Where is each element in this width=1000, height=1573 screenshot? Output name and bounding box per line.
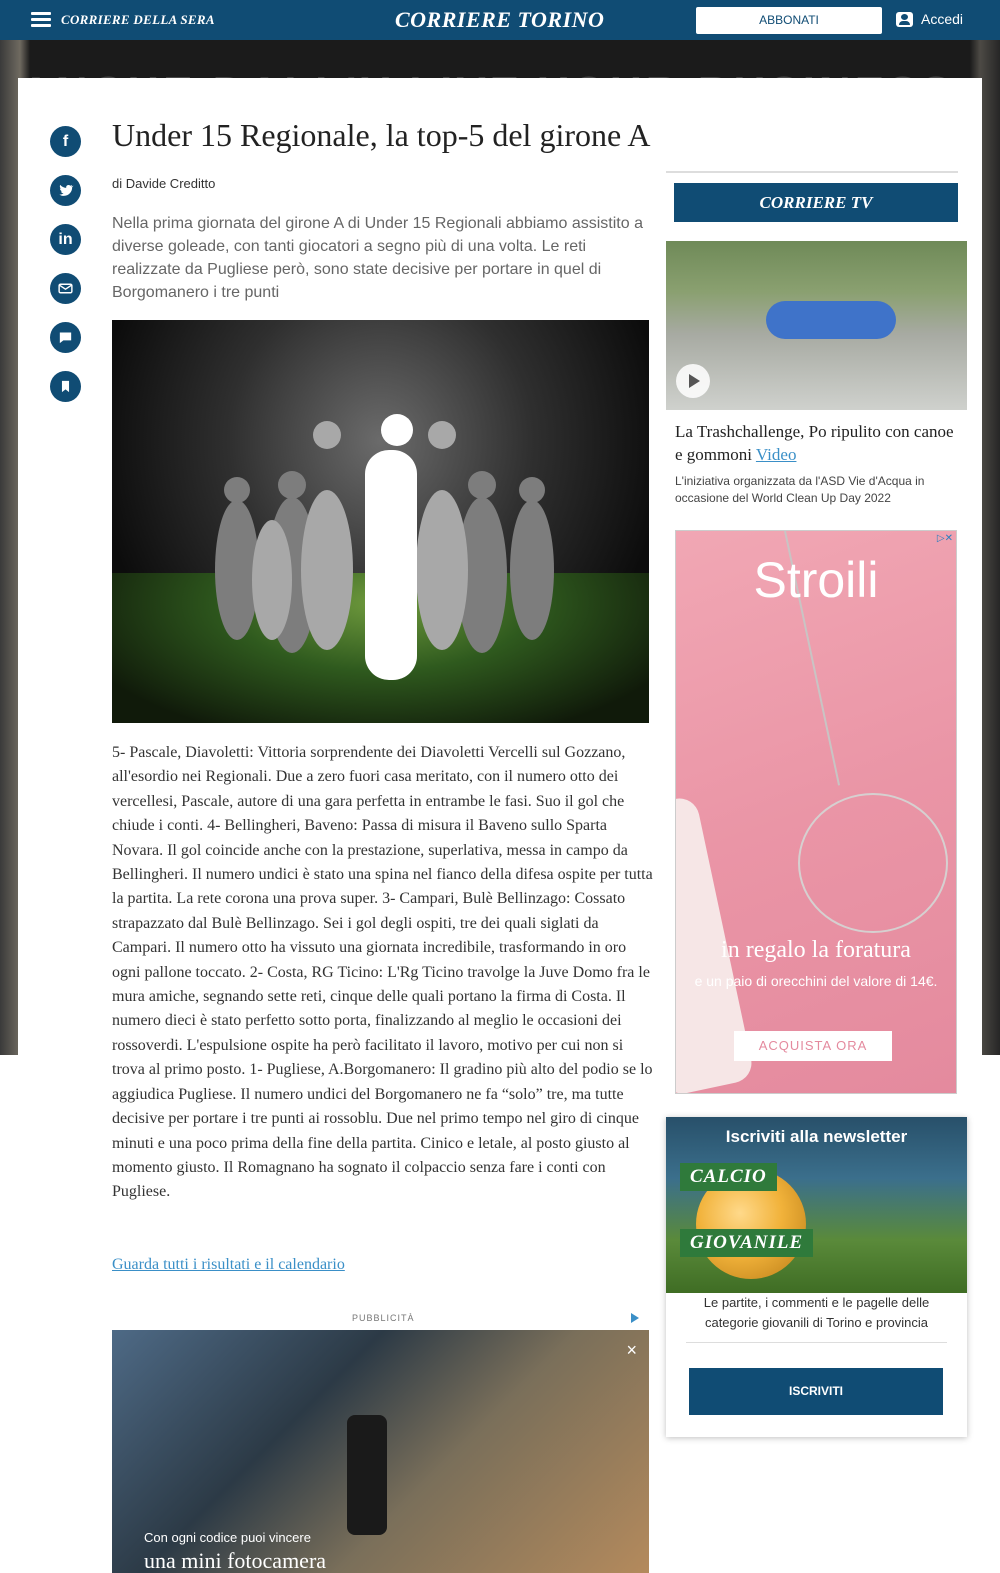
sidebar-divider — [666, 171, 958, 173]
advertising-label: PUBBLICITÀ — [352, 1313, 415, 1323]
newsletter-banner — [666, 1117, 967, 1293]
video-thumbnail[interactable] — [666, 241, 967, 410]
linkedin-glyph: in — [58, 230, 73, 248]
bookmark-ribbon-icon — [57, 378, 74, 395]
adchoices-icon[interactable] — [631, 1313, 641, 1323]
ribbon-giovanile: GIOVANILE — [680, 1229, 813, 1257]
comment-icon[interactable] — [50, 322, 81, 353]
adchoices-close-icon[interactable]: ▷✕ — [936, 533, 953, 544]
ad-small-text: Con ogni codice puoi vincere — [144, 1530, 311, 1545]
newsletter-description: Le partite, i commenti e le pagelle delle categorie giovanili di Torino e provincia — [703, 1295, 930, 1330]
social-share-column — [50, 126, 82, 420]
newsletter-heading: Iscriviti alla newsletter — [725, 1127, 908, 1146]
subscribe-newsletter-button[interactable]: ISCRIVITI — [689, 1368, 943, 1415]
corriere-torino-logo[interactable]: CORRIERE TORINO — [395, 7, 605, 32]
article-byline: di Davide Creditto — [112, 176, 216, 191]
ad-headline: in regalo la foratura — [721, 937, 911, 963]
article-title: Under 15 Regionale, la top-5 del girone A — [112, 117, 651, 153]
ad-subtext: e un paio di orecchini del valore di 14€. — [694, 973, 938, 989]
hamburger-menu-icon[interactable] — [31, 12, 51, 27]
corriere-tv-banner[interactable]: CORRIERE TV — [674, 183, 958, 222]
video-title[interactable] — [675, 420, 960, 466]
email-icon[interactable] — [50, 273, 81, 304]
twitter-icon[interactable] — [50, 175, 81, 206]
bookmark-icon[interactable] — [50, 371, 81, 402]
article-hero-image — [112, 320, 649, 723]
bracelet-image — [798, 793, 948, 933]
newsletter-box — [666, 1117, 967, 1437]
sidebar-advertisement[interactable] — [675, 530, 957, 1094]
ribbon-calcio: CALCIO — [680, 1163, 777, 1191]
newsletter-divider — [686, 1342, 947, 1343]
play-icon[interactable] — [676, 364, 710, 398]
facebook-glyph: f — [62, 132, 69, 150]
user-icon — [896, 12, 913, 27]
video-title-text: La Trashchallenge, Po ripulito con canoe e gommoni — [675, 422, 954, 464]
linkedin-icon[interactable] — [50, 224, 81, 255]
subscribe-button[interactable]: ABBONATI — [696, 7, 882, 34]
buy-now-button[interactable]: ACQUISTA ORA — [734, 1031, 892, 1061]
video-link[interactable]: Video — [755, 445, 797, 464]
video-description: L'iniziativa organizzata da l'ASD Vie d'Acqua in occasione del World Clean Up Day 2022 — [675, 474, 925, 505]
top-navigation-bar — [0, 0, 1000, 40]
close-ad-icon[interactable]: × — [626, 1340, 637, 1360]
camera-image — [347, 1415, 387, 1535]
envelope-icon — [57, 280, 74, 297]
speech-bubble-icon — [57, 329, 74, 346]
facebook-icon[interactable] — [50, 126, 81, 157]
article-summary: Nella prima giornata del girone A di Under 15 Regionali abbiamo assistito a diverse goleade, con tanti giocatori a segno più di una volta. Le reti realizzate da Pugliese però, sono state decisive per portare in quel di Borgomanero i tre punti — [112, 215, 643, 301]
raft-image — [766, 301, 896, 339]
login-label: Accedi — [921, 11, 964, 27]
corriere-della-sera-logo[interactable]: CORRIERE DELLA SERA — [61, 12, 215, 27]
ad-big-text: una mini fotocamera — [144, 1548, 327, 1573]
article-body: 5- Pascale, Diavoletti: Vittoria sorprendente dei Diavoletti Vercelli sul Gozzano, all'esordio nei Regionali. Due a zero fuori casa meritato, con il numero otto dei vercellesi, Pascale, autore di una gara perfetta in entrambe le fasi. Suo il gol che chiude i conti. 4- Bellingheri, Baveno: Passa di misura il Baveno sullo Sparta Novara. Il gol coincide anche con la prestazione, superlativa, messa in campo da Bellingheri. Il numero undici è stato una spina nel fianco della difesa ospite per tutta la partita. La rete corona una prova super. 3- Campari, Bulè Bellinzago: Cossato strapazzato dal Bulè Bellinzago. Sei i gol degli ospiti, tre dei quali siglati da Campari. Il numero otto ha vissuto una giornata incredibile, trasformando in oro ogni pallone toccato. 2- Costa, RG Ticino: L'Rg Ticino travolge la Juve Domo fra le mura amiche, segnando sette reti, cinque delle quali portano la firma di Costa. Il numero dieci è stato perfetto sotto porta, finalizzando al meglio le occasioni dei rossoverdi. L'espulsione ospite ha però facilitato il lavoro, motivo per cui non si trova al primo posto. 1- Pugliese, A.Borgomanero: Il gradino più alto del podio se lo aggiudica Pugliese. Il numero undici del Borgomanero ne fa “solo” tre, ma tutte decisive per portare i tre punti ai rossoblu. Due nel primo tempo nel giro di cinque minuti e una poco prima della fine della partita. Cinico e letale, al posto giusto al momento giusto. Il Romagnano ha sognato il colpaccio senza fare i conti con Pugliese. — [112, 744, 653, 1201]
bottom-advertisement[interactable] — [112, 1330, 649, 1573]
players-silhouette-graphic — [112, 320, 649, 723]
results-calendar-link[interactable]: Guarda tutti i risultati e il calendario — [112, 1256, 345, 1273]
stroili-logo: Stroili — [753, 552, 879, 608]
twitter-bird-icon — [57, 182, 74, 199]
login-button[interactable] — [896, 11, 963, 27]
